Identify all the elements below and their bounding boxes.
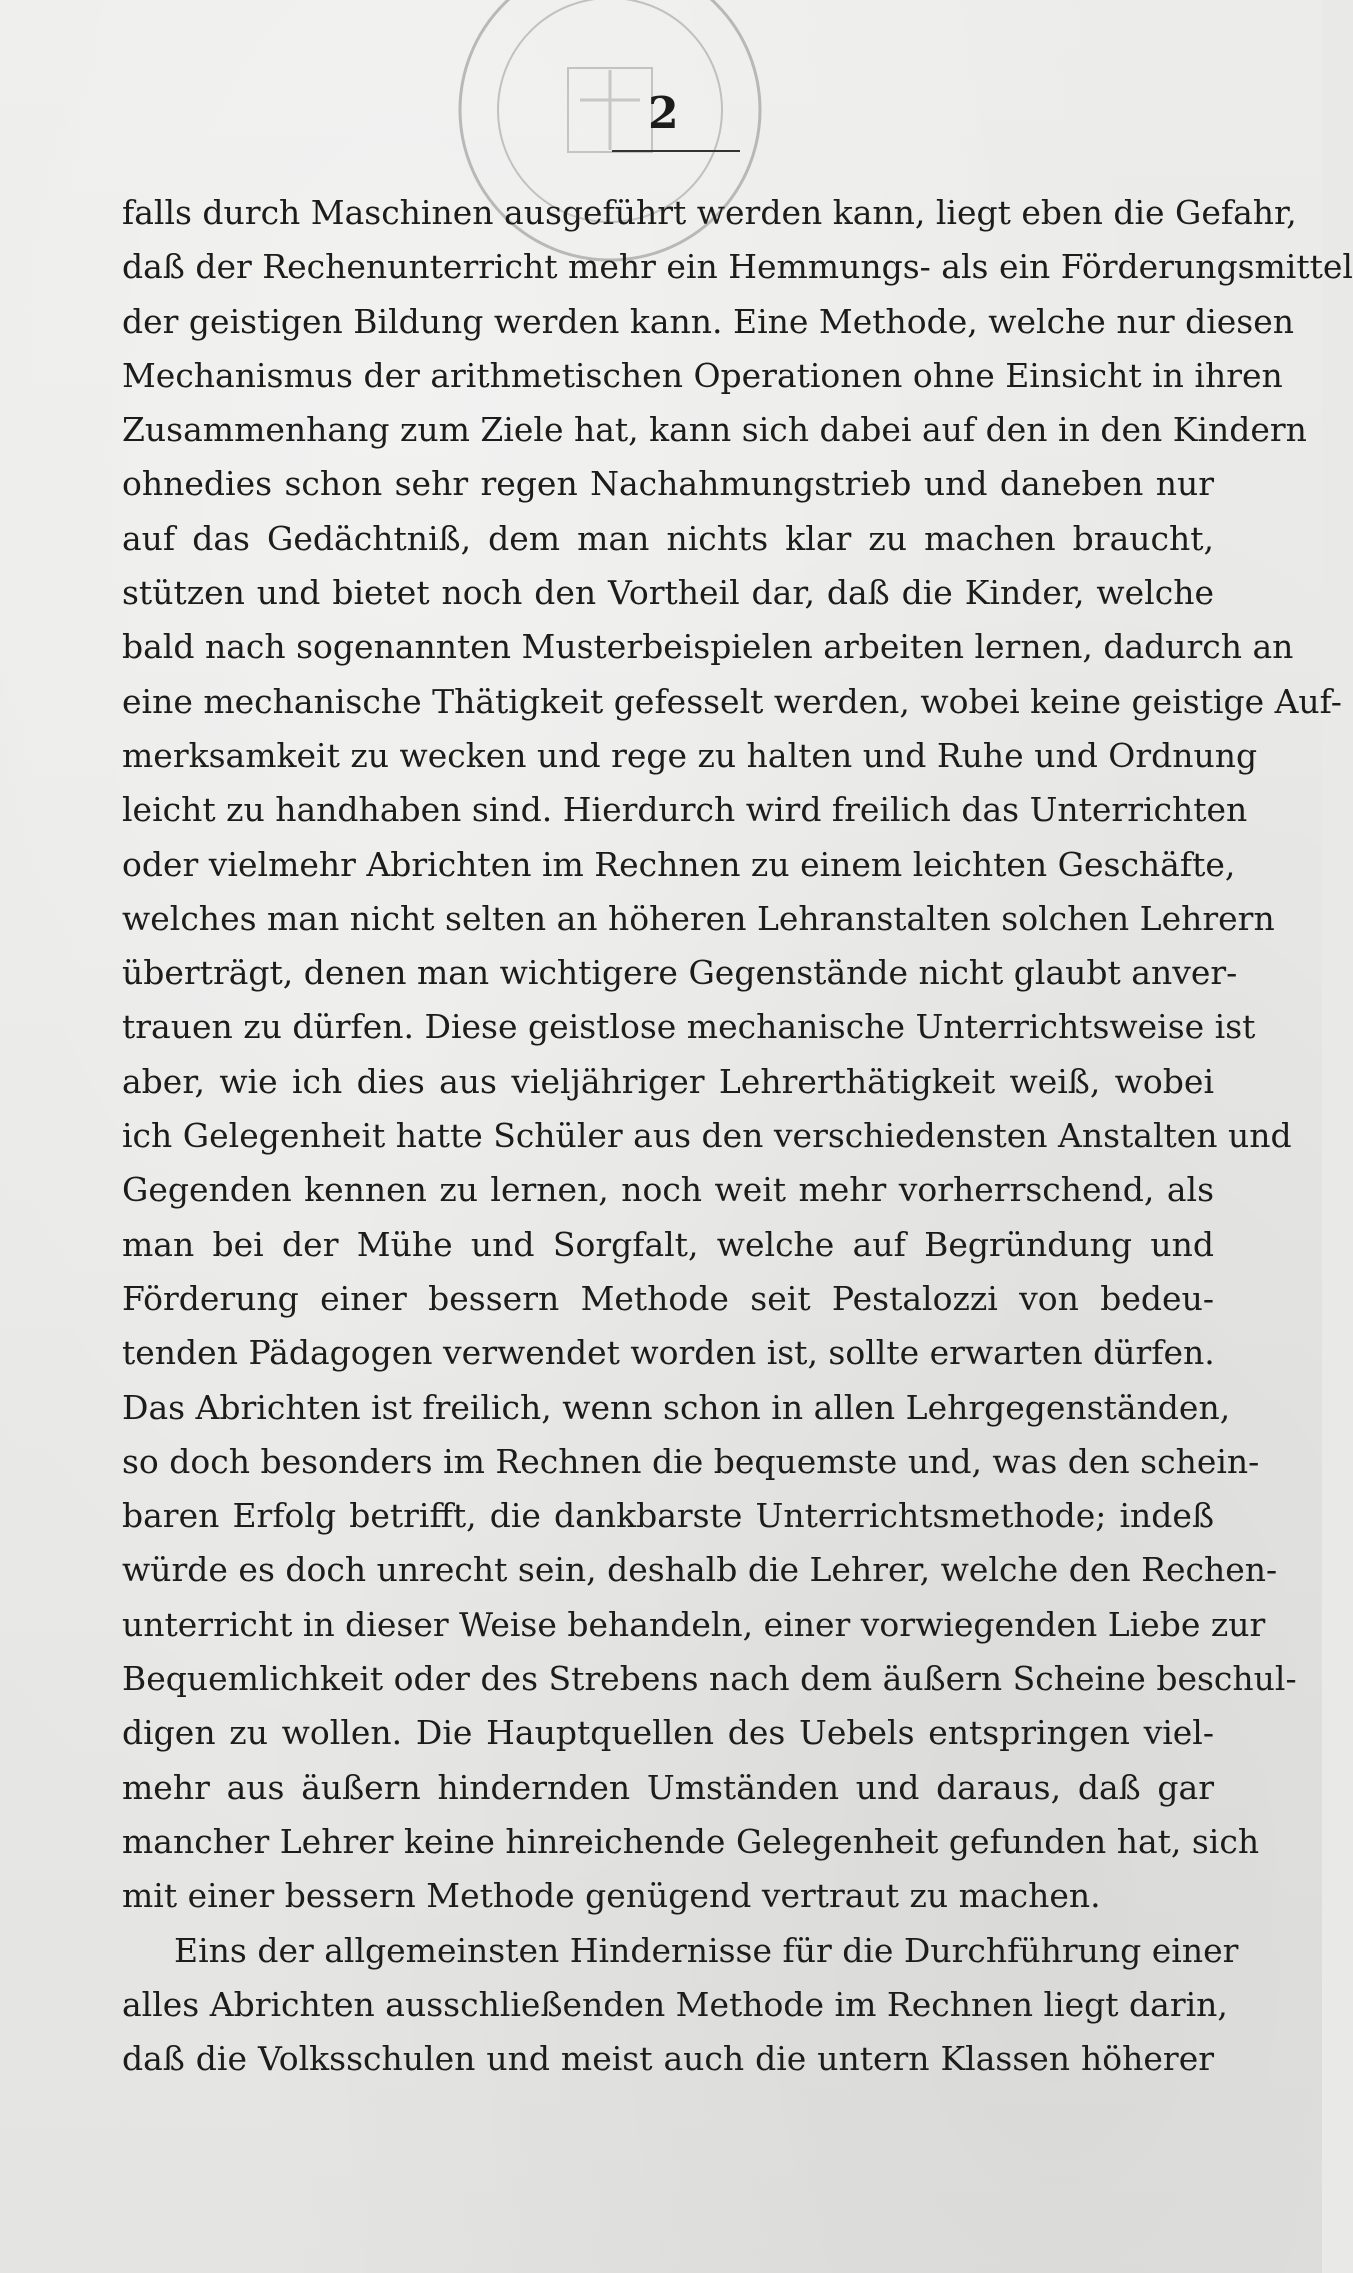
body-text: [122, 186, 1353, 2086]
text-line: überträgt, denen man wichtigere Gegenstände nicht glaubt anver-: [122, 953, 1238, 993]
text-line: falls durch Maschinen ausgeführt werden kann, liegt eben die Gefahr,: [122, 193, 1297, 232]
text-line: Das Abrichten ist freilich, wenn schon in allen Lehrgegenständen,: [122, 1387, 1231, 1427]
text-line: würde es doch unrecht sein, deshalb die Lehrer, welche den Rechen-: [122, 1550, 1278, 1590]
text-line: Förderung einer bessern Methode seit Pestalozzi von bedeu-: [122, 1278, 1214, 1318]
text-line: merksamkeit zu wecken und rege zu halten und Ruhe und Ordnung: [122, 735, 1258, 775]
text-line: digen zu wollen. Die Hauptquellen des Uebels entspringen viel-: [122, 1713, 1214, 1753]
text-line: daß der Rechenunterricht mehr ein Hemmungs- als ein Förderungsmittel: [122, 247, 1353, 287]
text-line: der geistigen Bildung werden kann. Eine Methode, welche nur diesen: [122, 301, 1295, 341]
text-line: man bei der Mühe und Sorgfalt, welche auf Begründung und: [122, 1224, 1214, 1264]
text-line: aber, wie ich dies aus vieljähriger Lehrerthätigkeit weiß, wobei: [122, 1061, 1214, 1101]
text-line: Eins der allgemeinsten Hindernisse für die Durchführung einer: [174, 1930, 1239, 1970]
text-line: mehr aus äußern hindernden Umständen und daraus, daß gar: [122, 1767, 1214, 1807]
text-line: so doch besonders im Rechnen die bequemste und, was den schein-: [122, 1441, 1260, 1481]
text-line: tenden Pädagogen verwendet worden ist, sollte erwarten dürfen.: [122, 1333, 1215, 1373]
text-line: ich Gelegenheit hatte Schüler aus den verschiedensten Anstalten und: [122, 1116, 1292, 1156]
text-line: alles Abrichten ausschließenden Methode im Rechnen liegt darin,: [122, 1984, 1228, 2024]
text-line: daß die Volksschulen und meist auch die untern Klassen höherer: [122, 2039, 1214, 2079]
text-line: mit einer bessern Methode genügend vertraut zu machen.: [122, 1876, 1101, 1916]
text-line: mancher Lehrer keine hinreichende Gelegenheit gefunden hat, sich: [122, 1821, 1260, 1861]
text-line: bald nach sogenannten Musterbeispielen arbeiten lernen, dadurch an: [122, 627, 1294, 667]
text-line: oder vielmehr Abrichten im Rechnen zu einem leichten Geschäfte,: [122, 844, 1236, 884]
text-line: auf das Gedächtniß, dem man nichts klar zu machen braucht,: [122, 518, 1214, 558]
text-line: ohnedies schon sehr regen Nachahmungstrieb und daneben nur: [122, 464, 1214, 504]
text-line: eine mechanische Thätigkeit gefesselt werden, wobei keine geistige Auf-: [122, 681, 1342, 721]
page-number: 2: [648, 88, 679, 139]
text-line: baren Erfolg betrifft, die dankbarste Unterrichtsmethode; indeß: [122, 1496, 1214, 1536]
text-line: stützen und bietet noch den Vortheil dar, daß die Kinder, welche: [122, 573, 1214, 613]
text-line: Gegenden kennen zu lernen, noch weit mehr vorherrschend, als: [122, 1170, 1214, 1210]
text-line: unterricht in dieser Weise behandeln, einer vorwiegenden Liebe zur: [122, 1604, 1266, 1644]
text-line: trauen zu dürfen. Diese geistlose mechanische Unterrichtsweise ist: [122, 1007, 1256, 1047]
text-line: welches man nicht selten an höheren Lehranstalten solchen Lehrern: [122, 898, 1275, 938]
text-line: Bequemlichkeit oder des Strebens nach dem äußern Scheine beschul-: [122, 1659, 1297, 1699]
text-line: Zusammenhang zum Ziele hat, kann sich dabei auf den in den Kindern: [122, 410, 1307, 450]
text-line: Mechanismus der arithmetischen Operationen ohne Einsicht in ihren: [122, 355, 1283, 395]
text-line: leicht zu handhaben sind. Hierdurch wird freilich das Unterrichten: [122, 790, 1248, 830]
page-number-rule: [612, 150, 740, 152]
